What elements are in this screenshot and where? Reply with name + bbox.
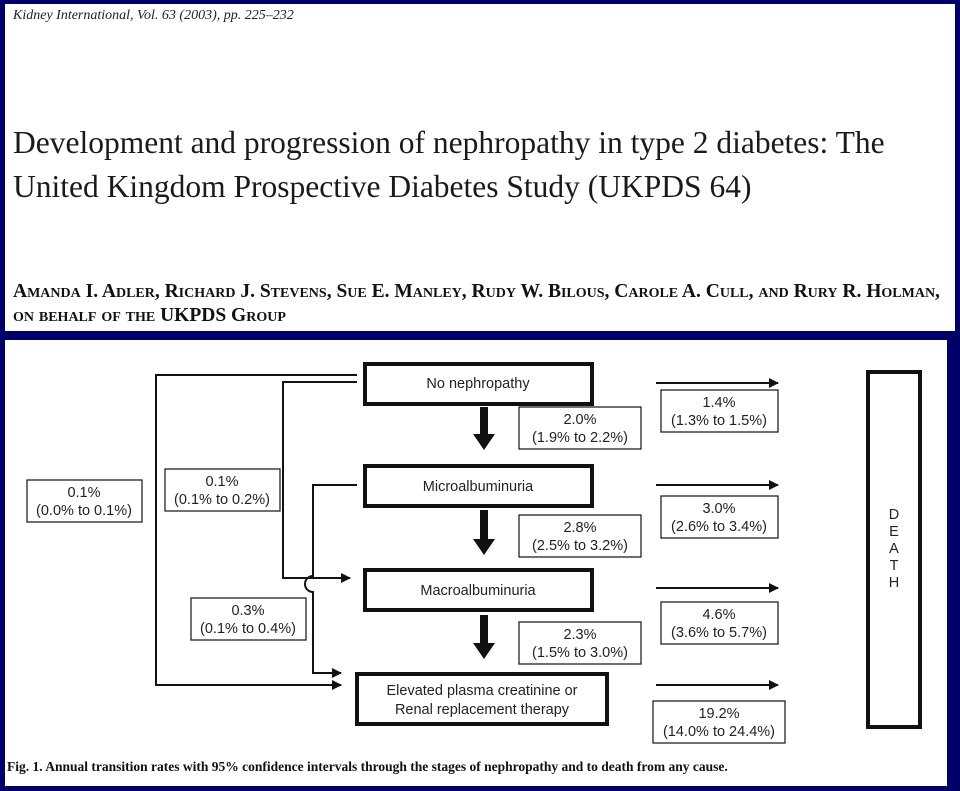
paper-authors: Amanda I. Adler, Richard J. Stevens, Sue E. Manley, Rudy W. Bilous, Carole A. Cull, and Rury R. Holman, on behalf of the UKPDS Group bbox=[13, 281, 940, 326]
death-rate-box bbox=[661, 496, 778, 538]
death-letter: T bbox=[889, 558, 899, 574]
progression-arrow bbox=[473, 615, 495, 659]
stage-label-macroalbuminuria: Macroalbuminuria bbox=[420, 583, 536, 599]
transition-diagram bbox=[5, 340, 947, 755]
death-rate: 19.2% bbox=[698, 706, 740, 722]
death-letter: H bbox=[888, 575, 900, 591]
figure-caption: Fig. 1. Annual transition rates with 95% confidence intervals through the stages of nephropathy and to death from any cause. bbox=[7, 759, 728, 774]
stage-label-no-nephropathy: No nephropathy bbox=[426, 376, 530, 392]
death-letter: E bbox=[889, 524, 899, 540]
death-ci: (14.0% to 24.4%) bbox=[662, 724, 776, 740]
stage-label-microalbuminuria: Microalbuminuria bbox=[422, 479, 534, 495]
progression-rate: 2.8% bbox=[563, 520, 597, 536]
progression-arrow bbox=[473, 510, 495, 555]
death-rate-box bbox=[661, 602, 778, 644]
death-box bbox=[868, 372, 920, 727]
paper-header bbox=[5, 4, 955, 331]
stage-box-macroalbuminuria bbox=[365, 570, 592, 610]
death-rate-box bbox=[661, 390, 778, 432]
progression-rate-box bbox=[519, 407, 641, 449]
skip-ci: (0.0% to 0.1%) bbox=[36, 503, 132, 519]
skip-ci: (0.1% to 0.2%) bbox=[174, 492, 270, 508]
progression-ci: (1.9% to 2.2%) bbox=[532, 430, 628, 446]
death-letter: A bbox=[889, 541, 899, 557]
progression-ci: (2.5% to 3.2%) bbox=[532, 538, 628, 554]
progression-ci: (1.5% to 3.0%) bbox=[532, 645, 628, 661]
progression-rate-box bbox=[519, 515, 641, 557]
skip-ci: (0.1% to 0.4%) bbox=[200, 621, 296, 637]
stage-box-no-nephropathy bbox=[365, 364, 592, 404]
paper-title: Development and progression of nephropathy in type 2 diabetes: The United Kingdom Prospective Diabetes Study (UKPDS 64) bbox=[13, 125, 885, 204]
stage-box-microalbuminuria bbox=[365, 466, 592, 506]
death-rate: 1.4% bbox=[702, 395, 736, 411]
death-ci: (3.6% to 5.7%) bbox=[671, 625, 767, 641]
stage-label-renal-line2: Renal replacement therapy bbox=[394, 702, 570, 718]
skip-rate-box bbox=[165, 469, 280, 511]
progression-rate: 2.3% bbox=[563, 627, 597, 643]
skip-rate: 0.1% bbox=[67, 485, 101, 501]
death-rate: 3.0% bbox=[702, 501, 736, 517]
skip-connector-middle bbox=[283, 382, 357, 578]
skip-rate: 0.3% bbox=[231, 603, 265, 619]
journal-citation: Kidney International, Vol. 63 (2003), pp. 225–232 bbox=[13, 8, 294, 23]
death-ci: (1.3% to 1.5%) bbox=[671, 413, 767, 429]
progression-rate-box bbox=[519, 622, 641, 664]
death-ci: (2.6% to 3.4%) bbox=[671, 519, 767, 535]
figure-panel bbox=[5, 340, 947, 786]
death-letter: D bbox=[888, 507, 900, 523]
skip-rate-box bbox=[27, 480, 142, 522]
death-rate: 4.6% bbox=[702, 607, 736, 623]
progression-rate: 2.0% bbox=[563, 412, 597, 428]
stage-label-renal-line1: Elevated plasma creatinine or bbox=[386, 683, 578, 699]
skip-rate-box bbox=[191, 598, 306, 640]
skip-rate: 0.1% bbox=[205, 474, 239, 490]
death-rate-box bbox=[653, 701, 785, 743]
progression-arrow bbox=[473, 407, 495, 450]
stage-box-renal-failure bbox=[357, 674, 607, 724]
